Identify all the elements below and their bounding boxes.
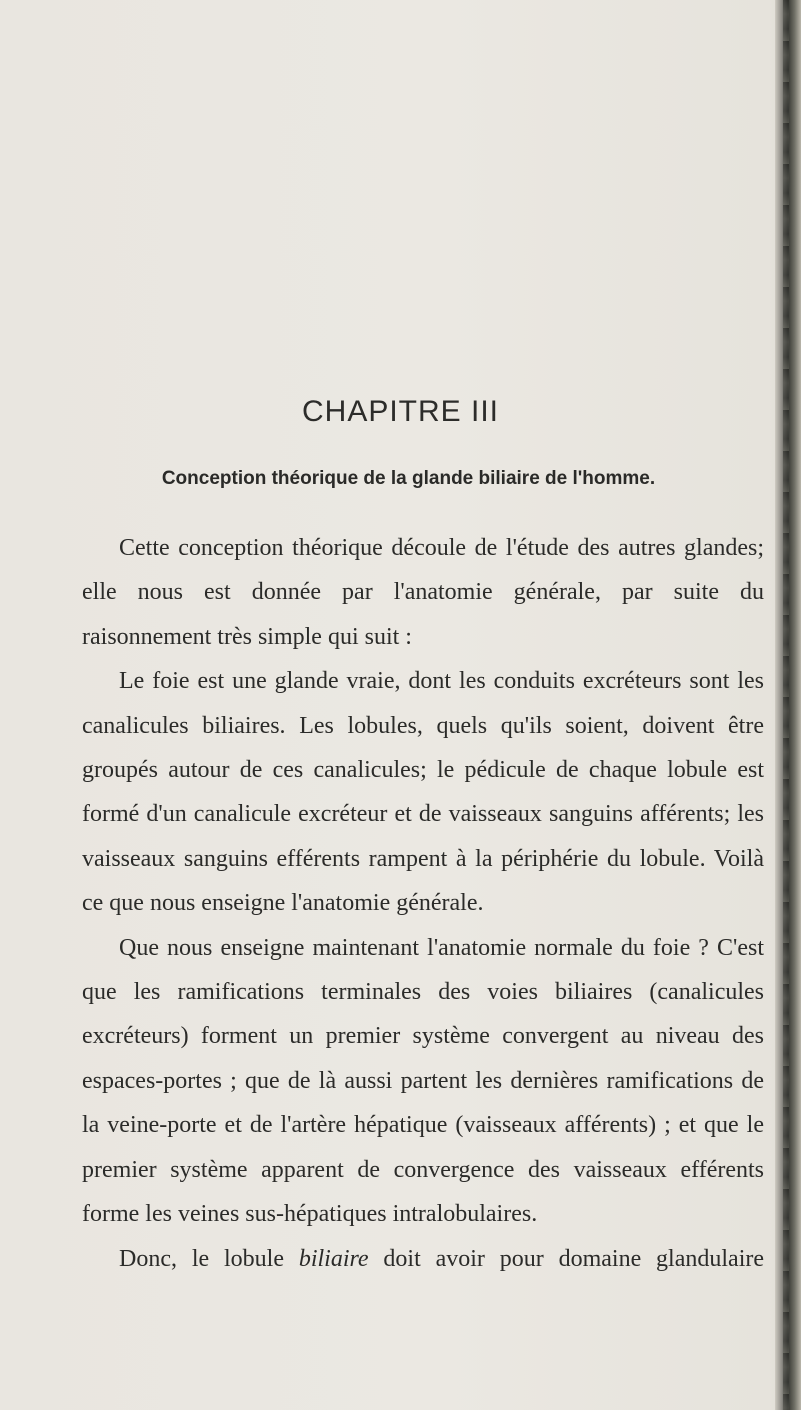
paragraph-4-italic-word: biliaire — [298, 1245, 369, 1272]
chapter-subtitle: Conception théorique de la glande biliaire de l'homme. — [161, 468, 656, 489]
paragraph-4-text-end: doit avoir pour domaine glandulaire — [368, 1245, 765, 1272]
paragraph-3: Que nous enseigne maintenant l'anatomie normale du foie ? C'est que les ramifications terminales des voies biliaires (canalicules excréteurs) forment un premier système convergent au niveau des espaces-portes ; que de là aussi partent les dernières ramifications de la veine-porte et de l'artère hépatique (vaisseaux afférents) ; et que le premier système apparent de convergence des vaisseaux efférents forme les veines sus-hépatiques intralobulaires. — [82, 934, 764, 1228]
chapter-title: CHAPITRE III — [301, 395, 500, 428]
paragraph-2: Le foie est une glande vraie, dont les conduits excréteurs sont les canalicules biliaires. Les lobules, quels qu'ils soient, doivent être groupés autour de ces canalicules; le pédicule de chaque lobule est formé d'un canalicule excréteur et de vaisseaux sanguins afférents; les vaisseaux sanguins efférents rampent à la périphérie du lobule. Voilà ce que nous enseigne l'anatomie générale. — [82, 668, 764, 917]
paragraph-4 — [82, 1237, 764, 1281]
paragraph-4-text-start: Donc, le lobule — [119, 1245, 299, 1272]
book-binding-edge — [775, 0, 801, 1410]
body-text — [82, 526, 764, 1281]
paragraph-1: Cette conception théorique découle de l'étude des autres glandes; elle nous est donnée par l'anatomie générale, par suite du raisonnement très simple qui suit : — [82, 535, 764, 650]
